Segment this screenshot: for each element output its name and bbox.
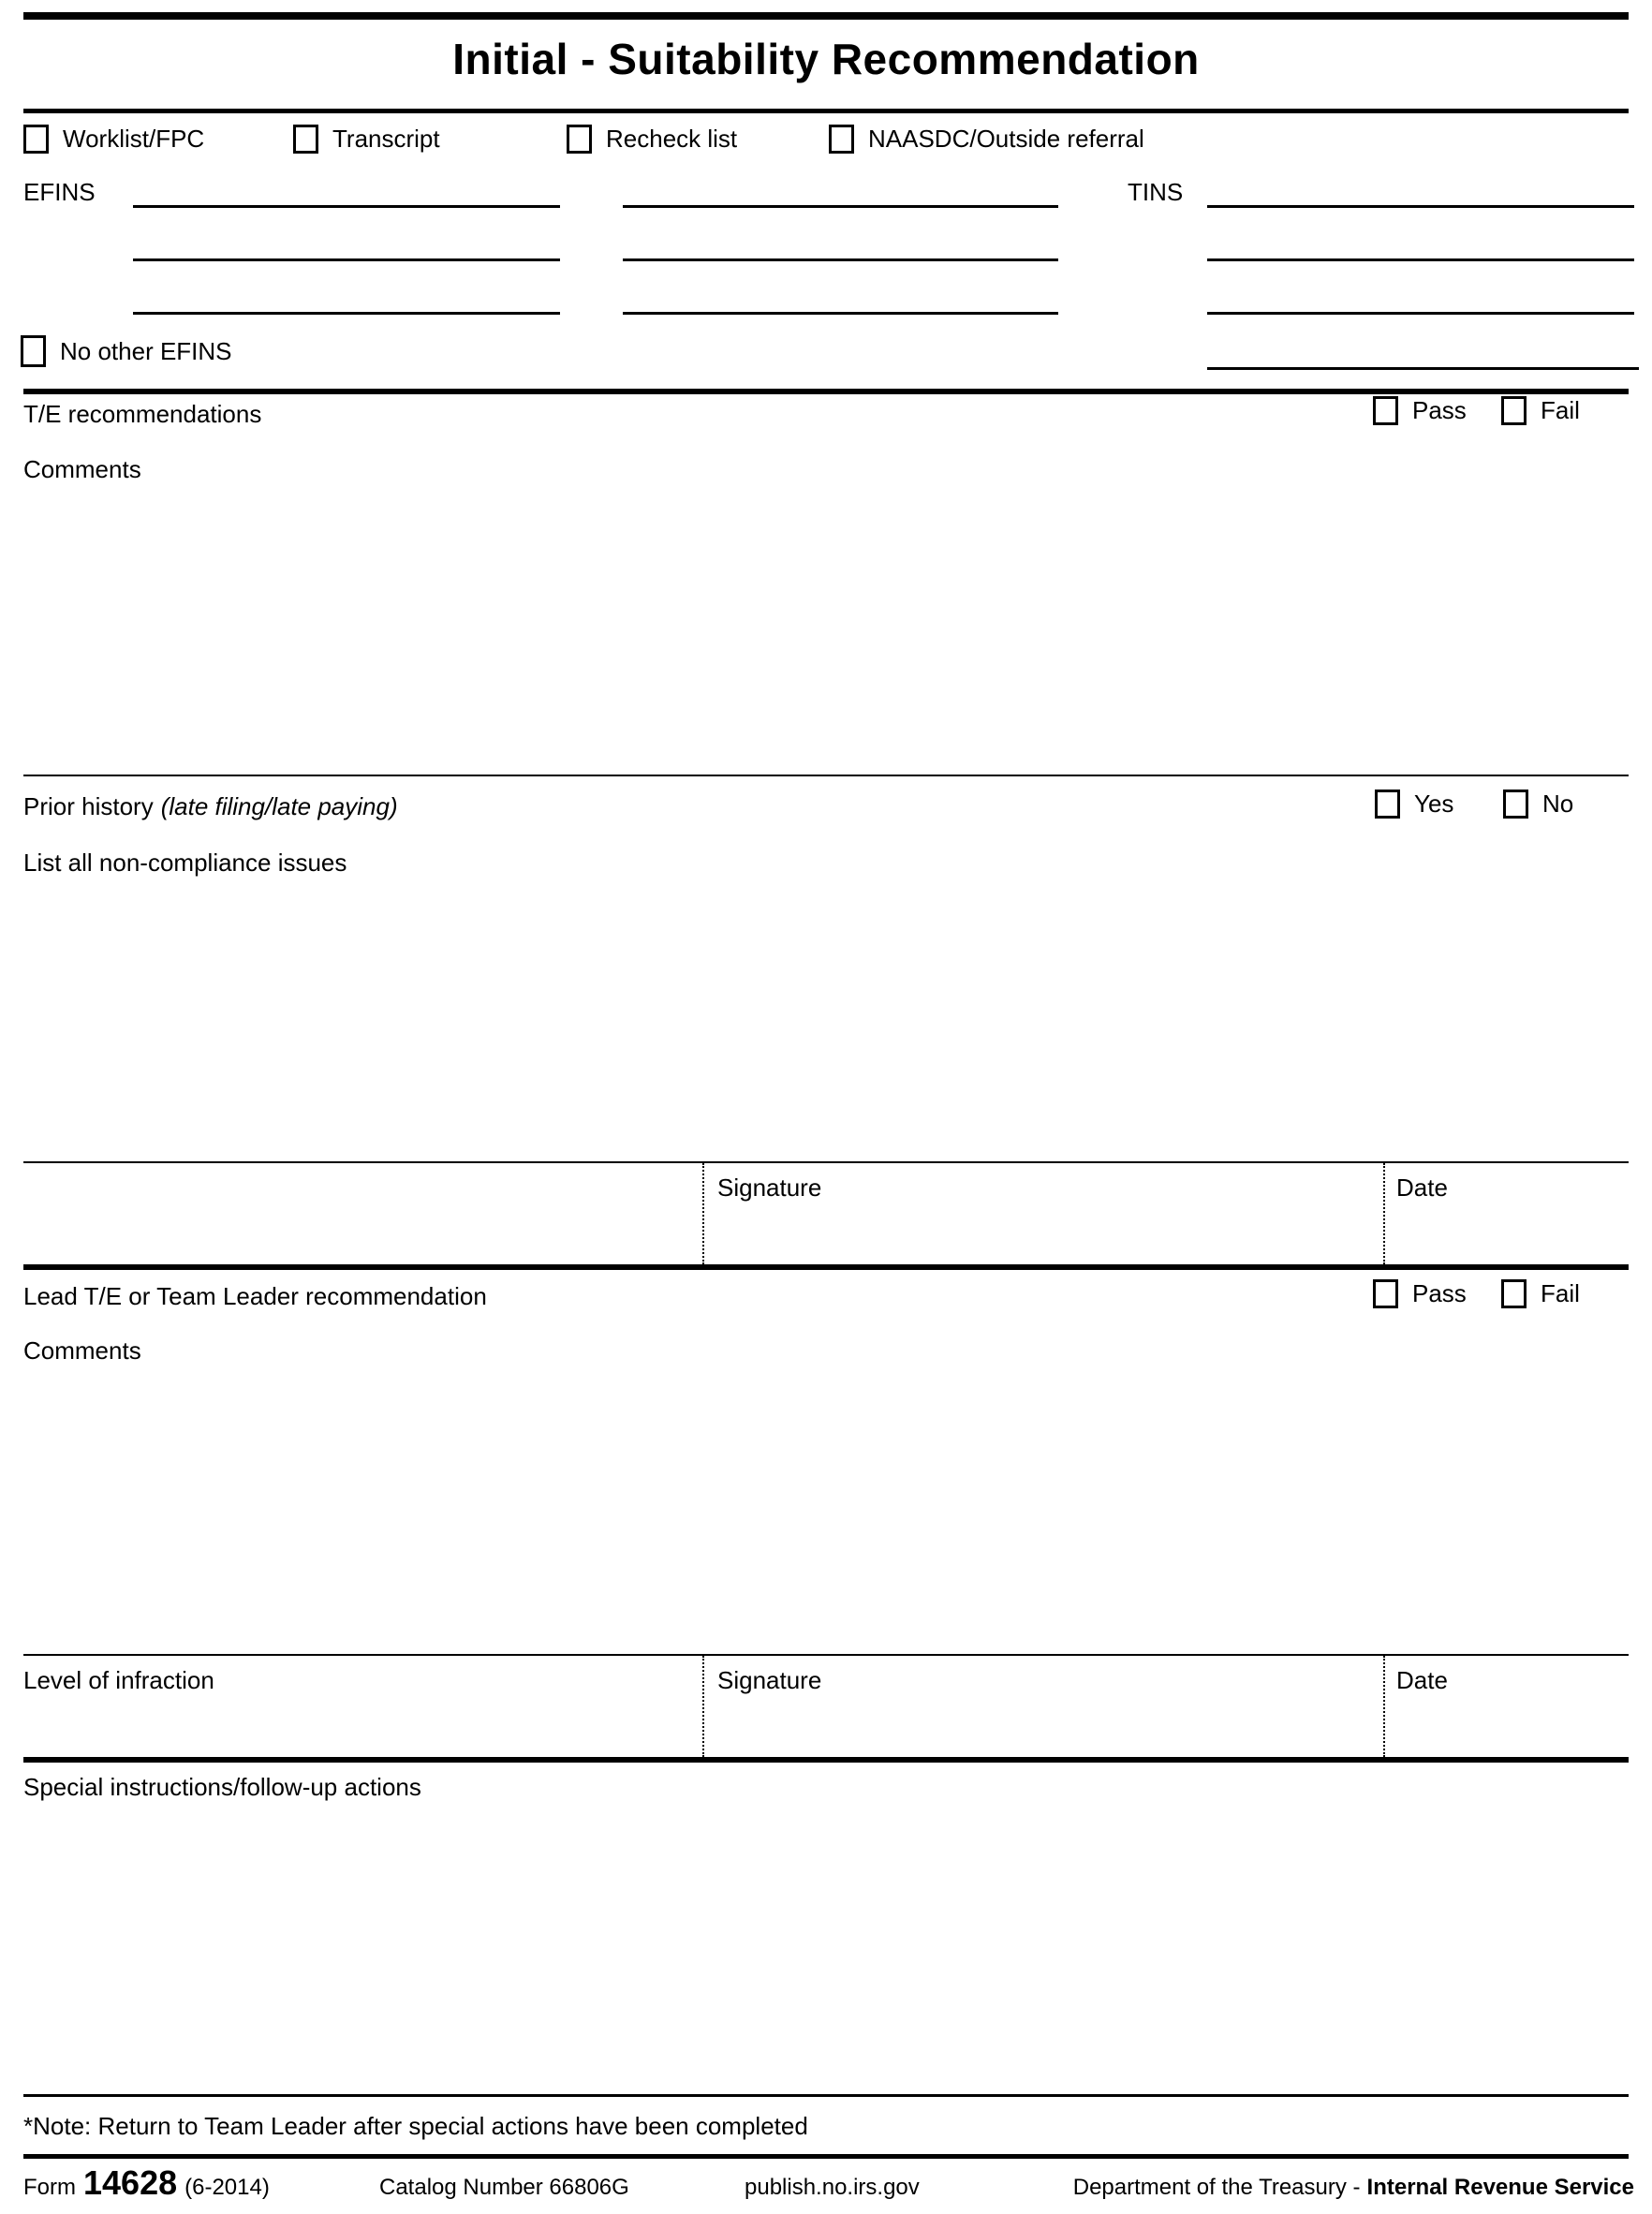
sig2-level-cell[interactable] — [23, 1656, 701, 1757]
sig2-date-cell[interactable] — [1385, 1656, 1629, 1757]
checkbox-item-naasdc-referral[interactable] — [829, 125, 1144, 154]
footer-dept-irs: Internal Revenue Service — [1366, 2175, 1634, 2200]
efin-input-line-r1c2[interactable] — [623, 205, 1058, 208]
te-section-rule — [23, 389, 1629, 394]
sig2-date-label: Date — [1396, 1666, 1448, 1694]
footer-catalog-number: Catalog Number 66806G — [379, 2175, 629, 2200]
naasdc-referral-checkbox[interactable] — [829, 125, 854, 154]
lead-comments-area[interactable] — [23, 1375, 1629, 1646]
sig1-left-cell[interactable] — [23, 1163, 701, 1264]
tin-input-line-r3[interactable] — [1207, 312, 1634, 315]
tins-label: TINS — [1128, 178, 1184, 206]
worklist-fpc-checkbox[interactable] — [23, 125, 49, 154]
sig2-signature-cell[interactable] — [704, 1656, 1381, 1757]
prior-section-rule — [23, 775, 1629, 776]
note-text: *Note: Return to Team Leader after special actions have been completed — [23, 2112, 808, 2140]
te-comments-label: Comments — [23, 455, 141, 483]
te-fail-label: Fail — [1541, 396, 1580, 424]
te-pass-item[interactable] — [1373, 396, 1467, 425]
recheck-list-label: Recheck list — [606, 125, 738, 153]
top-rule — [23, 12, 1629, 20]
sig1-date-label: Date — [1396, 1173, 1448, 1202]
footer-rule — [23, 2154, 1629, 2159]
efin-input-line-r1c1[interactable] — [133, 205, 560, 208]
prior-no-checkbox[interactable] — [1503, 790, 1528, 819]
lead-fail-checkbox[interactable] — [1501, 1279, 1527, 1308]
efin-input-line-r3c2[interactable] — [623, 312, 1058, 315]
tin-input-line-r4[interactable] — [1207, 367, 1639, 370]
prior-yes-label: Yes — [1414, 790, 1454, 818]
prior-yes-item[interactable] — [1375, 790, 1453, 819]
lead-fail-item[interactable] — [1501, 1279, 1580, 1308]
lead-pass-label: Pass — [1412, 1279, 1467, 1307]
efins-label: EFINS — [23, 178, 96, 206]
prior-history-label — [23, 793, 398, 820]
efin-input-line-r3c1[interactable] — [133, 312, 560, 315]
footer-department — [1073, 2175, 1634, 2201]
naasdc-referral-label: NAASDC/Outside referral — [868, 125, 1144, 153]
prior-no-item[interactable] — [1503, 790, 1573, 819]
recheck-list-checkbox[interactable] — [567, 125, 592, 154]
lead-pass-item[interactable] — [1373, 1279, 1467, 1308]
title-rule — [23, 109, 1629, 113]
te-fail-item[interactable] — [1501, 396, 1580, 425]
non-compliance-list-label: List all non-compliance issues — [23, 849, 347, 877]
prior-no-label: No — [1542, 790, 1574, 818]
sig1-date-cell[interactable] — [1385, 1163, 1629, 1264]
tin-input-line-r2[interactable] — [1207, 258, 1634, 261]
special-instructions-area[interactable] — [23, 1812, 1629, 2089]
tin-input-line-r1[interactable] — [1207, 205, 1634, 208]
prior-history-qualifier: (late filing/late paying) — [160, 792, 398, 820]
prior-history-text: Prior history — [23, 792, 154, 820]
no-other-efins-label: No other EFINS — [60, 336, 232, 365]
sig1-signature-label: Signature — [717, 1173, 822, 1202]
footer-form-number: 14628 — [83, 2163, 178, 2202]
checkbox-item-transcript[interactable] — [293, 125, 440, 154]
lead-pass-checkbox[interactable] — [1373, 1279, 1398, 1308]
no-other-efins-checkbox[interactable] — [21, 335, 46, 367]
efin-input-line-r2c1[interactable] — [133, 258, 560, 261]
sig1-bottom-rule — [23, 1264, 1629, 1270]
te-fail-checkbox[interactable] — [1501, 396, 1527, 425]
footer-publish-site: publish.no.irs.gov — [745, 2175, 920, 2200]
te-pass-label: Pass — [1412, 396, 1467, 424]
footer-dept-prefix: Department of the Treasury - — [1072, 2175, 1361, 2200]
sig2-signature-label: Signature — [717, 1666, 822, 1694]
te-pass-checkbox[interactable] — [1373, 396, 1398, 425]
prior-yes-checkbox[interactable] — [1375, 790, 1400, 819]
te-comments-area[interactable] — [23, 492, 1629, 768]
checkbox-item-worklist-fpc[interactable] — [23, 125, 204, 154]
sig2-bottom-rule — [23, 1757, 1629, 1763]
footer-form-word: Form — [23, 2175, 76, 2200]
checkbox-item-recheck-list[interactable] — [567, 125, 737, 154]
lead-fail-label: Fail — [1541, 1279, 1580, 1307]
form-title: Initial - Suitability Recommendation — [452, 35, 1200, 83]
checkbox-item-no-other-efins[interactable] — [21, 335, 232, 367]
non-compliance-list-area[interactable] — [23, 888, 1629, 1155]
footer-form-id — [23, 2163, 270, 2203]
lead-comments-label: Comments — [23, 1336, 141, 1365]
te-recommendations-label: T/E recommendations — [23, 400, 262, 428]
efin-input-line-r2c2[interactable] — [623, 258, 1058, 261]
level-of-infraction-label: Level of infraction — [23, 1666, 214, 1694]
lead-recommendation-label: Lead T/E or Team Leader recommendation — [23, 1282, 487, 1310]
transcript-label: Transcript — [332, 125, 440, 153]
note-top-rule — [23, 2094, 1629, 2097]
worklist-fpc-label: Worklist/FPC — [63, 125, 205, 153]
sig1-signature-cell[interactable] — [704, 1163, 1381, 1264]
special-instructions-label: Special instructions/follow-up actions — [23, 1773, 421, 1801]
footer-revision: (6-2014) — [184, 2175, 270, 2200]
transcript-checkbox[interactable] — [293, 125, 318, 154]
